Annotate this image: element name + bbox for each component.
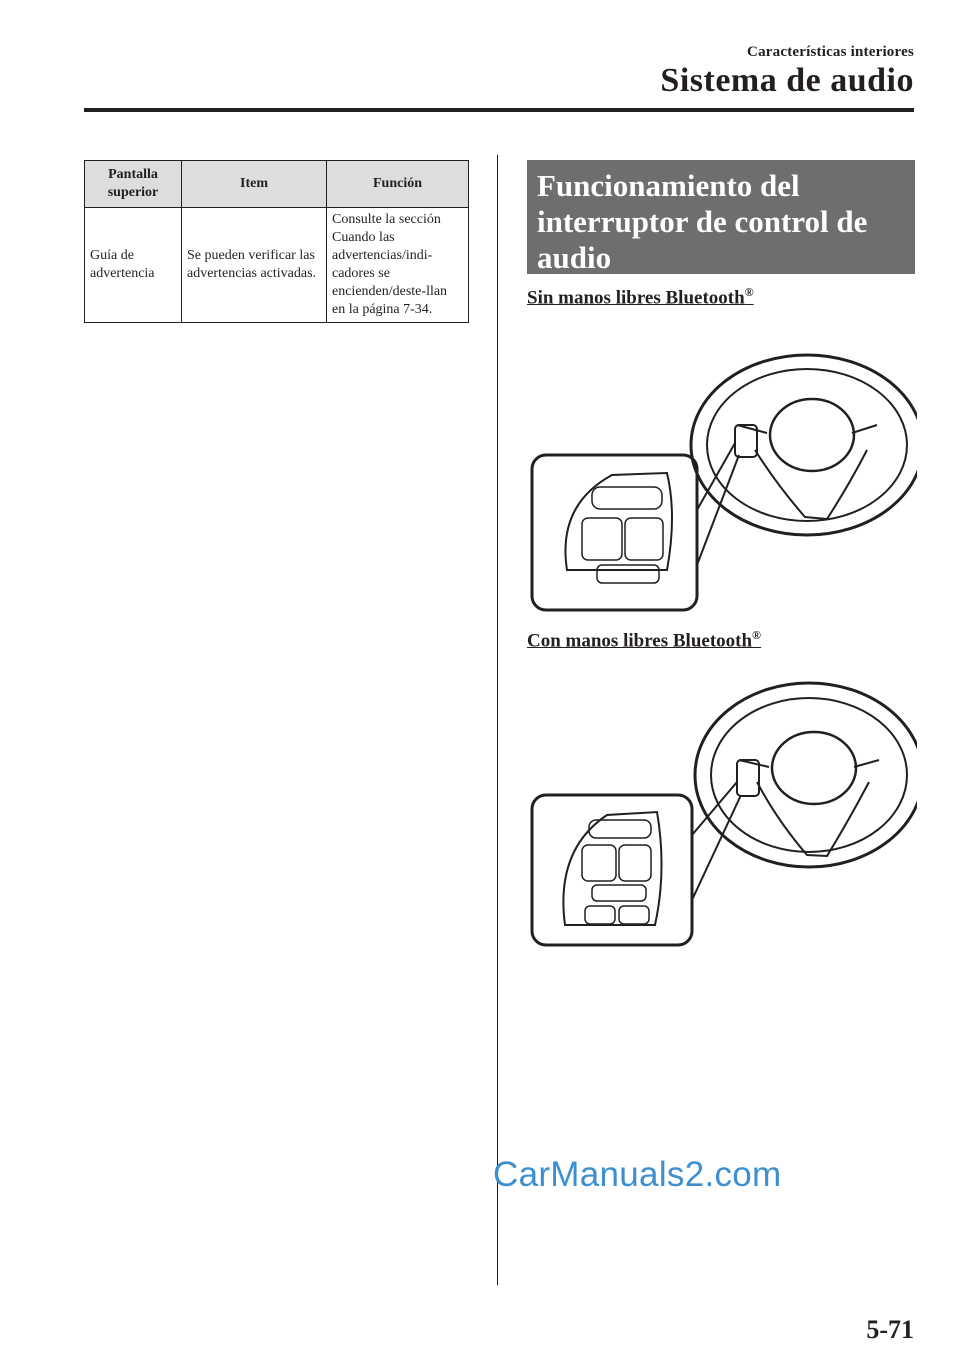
audio-control-switch-icon — [532, 782, 741, 945]
registered-mark: ® — [744, 285, 754, 299]
steering-wheel-figure-with-handsfree — [527, 670, 917, 950]
header-divider — [84, 108, 914, 112]
watermark: CarManuals2.com — [493, 1155, 782, 1194]
figure-heading-without-handsfree — [527, 285, 754, 309]
figure-heading-text: Con manos libres Bluetooth — [527, 630, 753, 652]
column-divider — [497, 155, 498, 1285]
steering-wheel-icon — [691, 355, 917, 535]
table-row — [85, 208, 469, 323]
figure-heading-with-handsfree — [527, 628, 761, 652]
table-header: Pantalla superior — [85, 161, 182, 208]
figure-heading-text: Sin manos libres Bluetooth — [527, 287, 745, 309]
table-cell: Guía de advertencia — [85, 208, 182, 323]
chapter-subtitle: Características interiores — [747, 44, 914, 60]
steering-wheel-icon — [695, 683, 917, 867]
chapter-title: Sistema de audio — [660, 62, 914, 99]
page-number: 5-71 — [866, 1315, 914, 1344]
table-cell: Consulte la sección Cuando las advertencias/indi-cadores se encienden/deste-llan en la página 7-34. — [327, 208, 469, 323]
audio-control-switch-icon — [532, 443, 739, 610]
table-header-row — [85, 161, 469, 208]
section-title: Funcionamiento del interruptor de control de audio — [527, 160, 915, 274]
table-cell: Se pueden verificar las advertencias activadas. — [182, 208, 327, 323]
steering-wheel-figure-without-handsfree — [527, 325, 917, 615]
table-header: Item — [182, 161, 327, 208]
table-header: Función — [327, 161, 469, 208]
registered-mark: ® — [752, 628, 762, 642]
info-table — [84, 160, 469, 323]
